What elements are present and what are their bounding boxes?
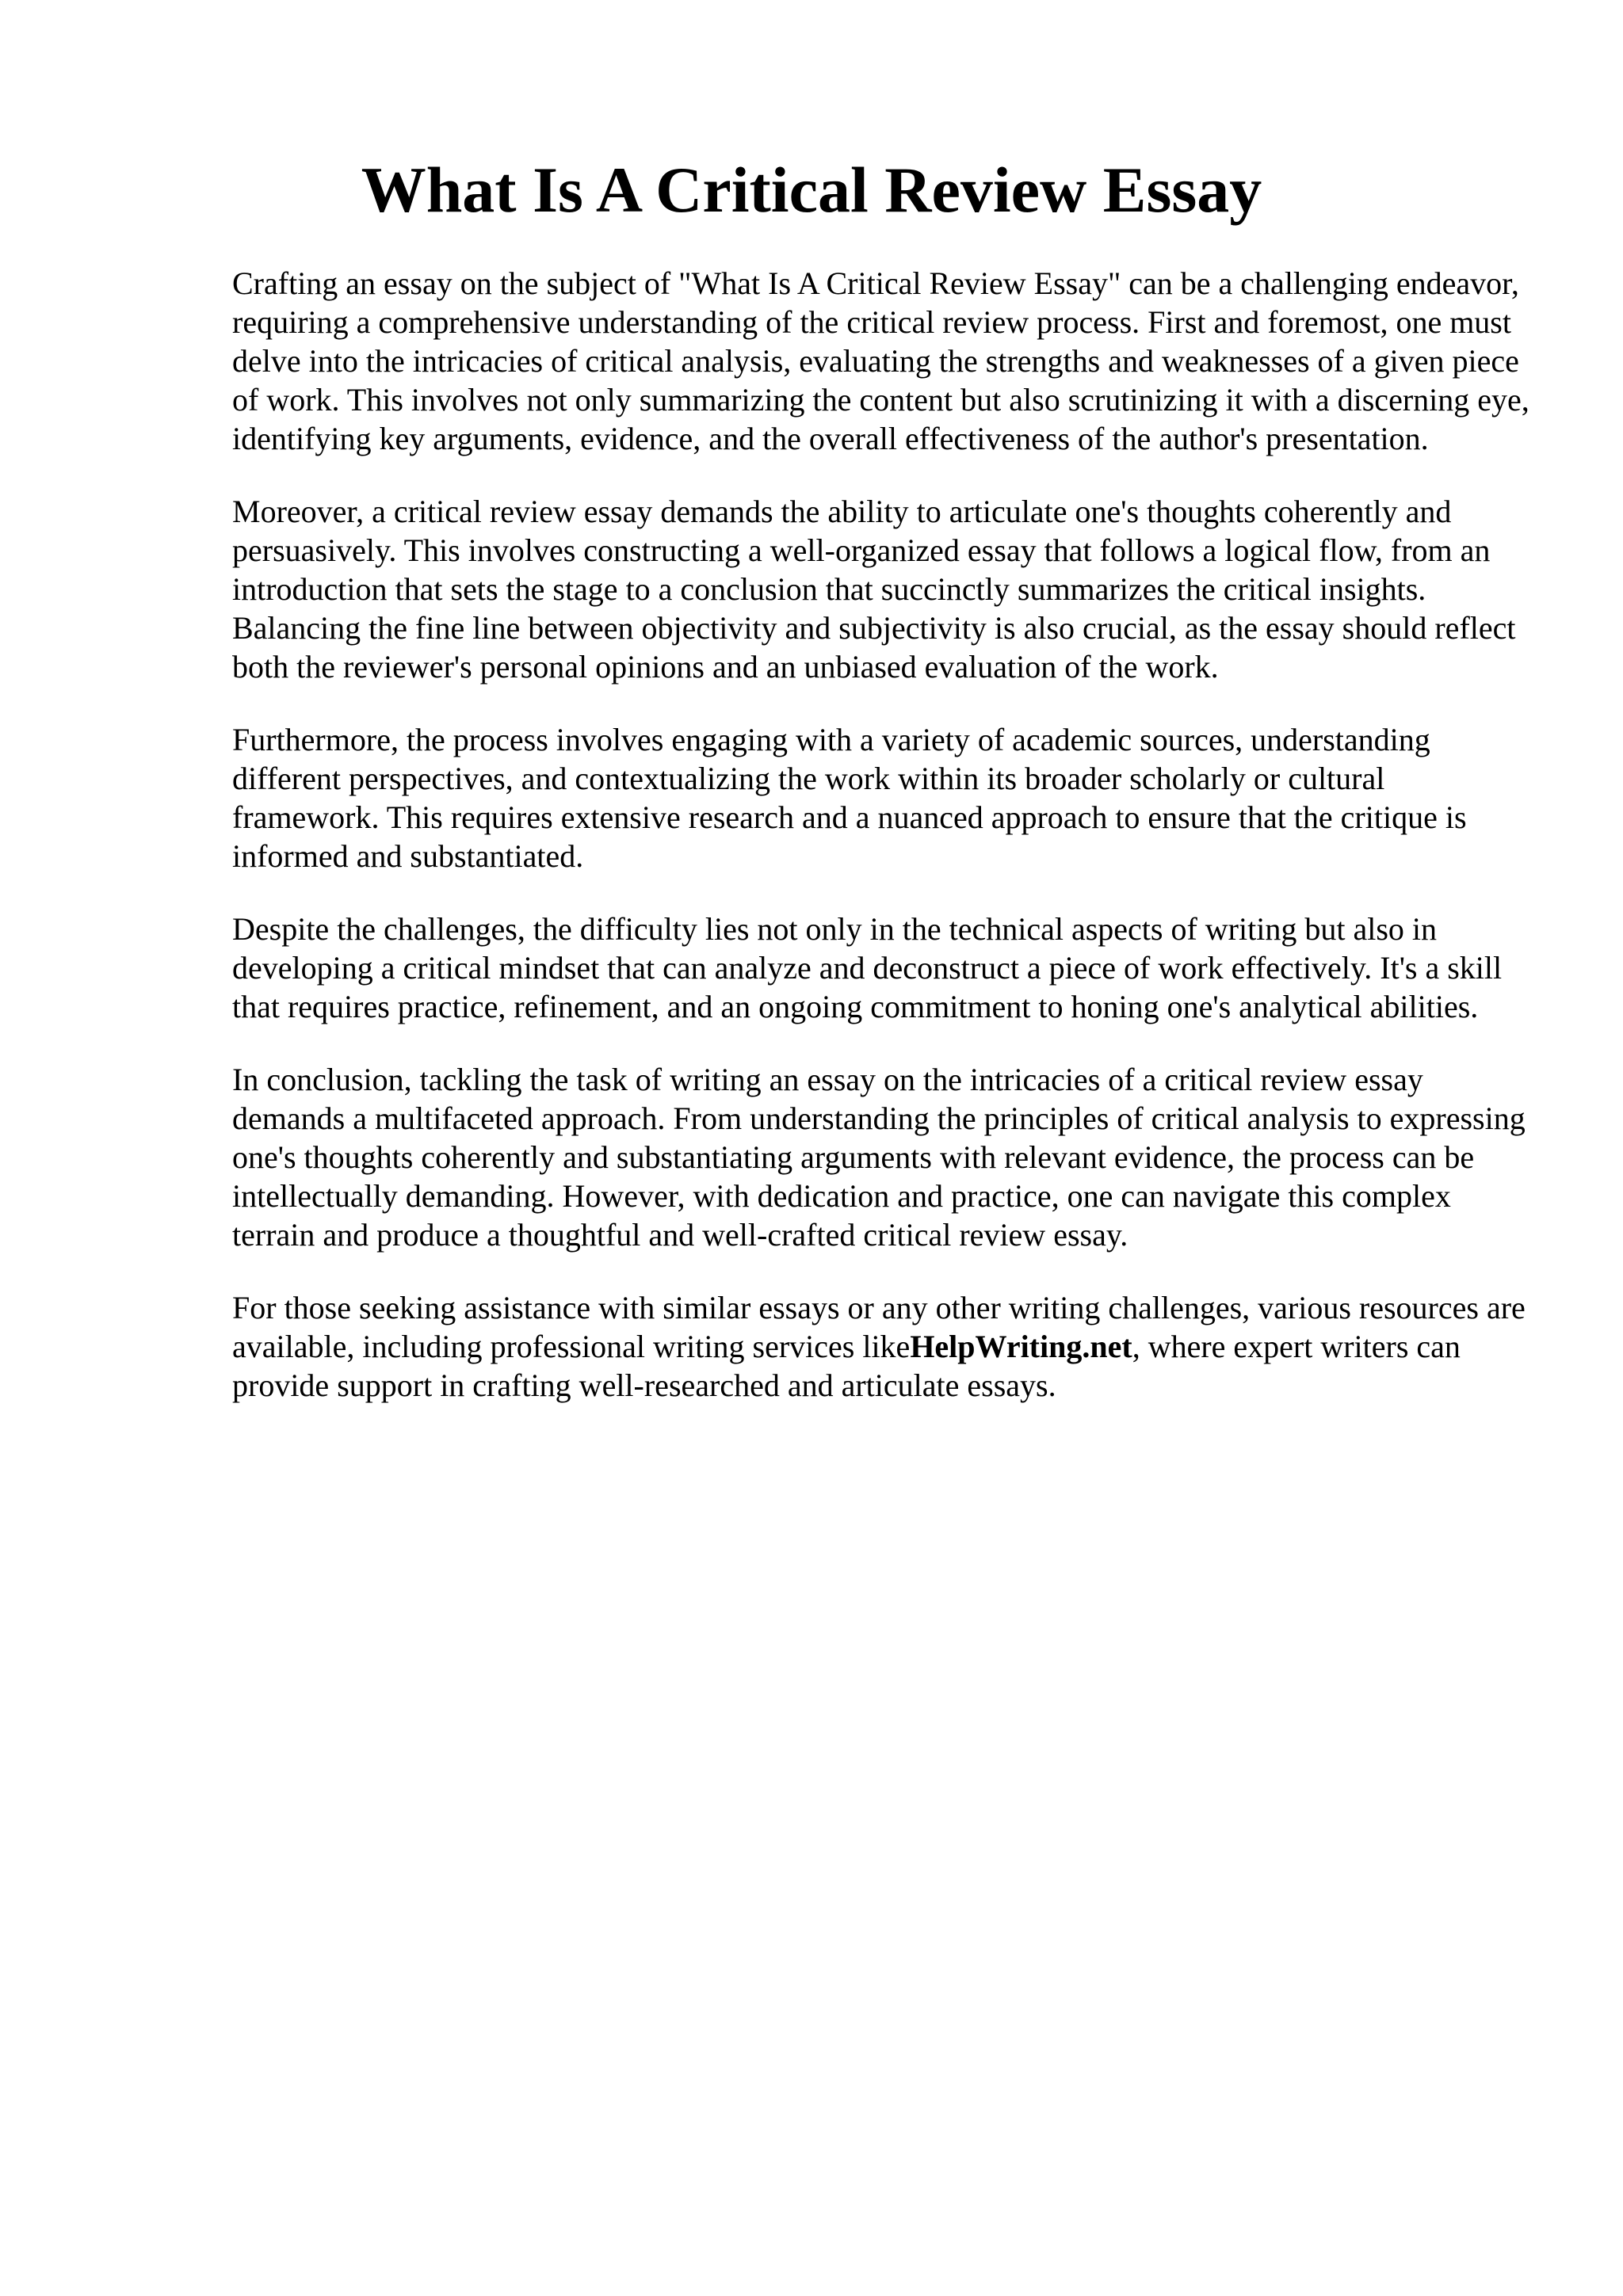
paragraph-5: In conclusion, tackling the task of writing an essay on the intricacies of a critical review essay demands a multifaceted approach. From understanding the principles of critical analysis to expressing one's thoughts coherently and substantiating arguments with relevant evidence, the process can be intellectually demanding. However, with dedication and practice, one can navigate this complex terrain and produce a thoughtful and well-crafted critical review essay. [232,1062,1526,1253]
paragraph-1: Crafting an essay on the subject of "What Is A Critical Review Essay" can be a challenging endeavor, requiring a comprehensive understanding of the critical review process. First and foremost, one must delve into the intricacies of critical analysis, evaluating the strengths and weaknesses of a given piece of work. This involves not only summarizing the content but also scrutinizing it with a discerning eye, identifying key arguments, evidence, and the overall effectiveness of the author's presentation. [232,265,1529,456]
brand-name: HelpWriting.net [910,1329,1132,1364]
document-title: What Is A Critical Review Essay [361,154,1262,226]
paragraph-3: Furthermore, the process involves engaging with a variety of academic sources, understanding different perspectives, and contextualizing the work within its broader scholarly or cultural framework. This requires extensive research and a nuanced approach to ensure that the critique is informed and substantiated. [232,722,1467,874]
document-body [232,264,1532,1439]
paragraph-4: Despite the challenges, the difficulty lies not only in the technical aspects of writing but also in developing a critical mindset that can analyze and deconstruct a piece of work effectively. It's a skill that requires practice, refinement, and an ongoing commitment to honing one's analytical abilities. [232,911,1503,1024]
paragraph-2: Moreover, a critical review essay demands the ability to articulate one's thoughts coherently and persuasively. This involves constructing a well-organized essay that follows a logical flow, from an introduction that sets the stage to a conclusion that succinctly summarizes the critical insights. Balancing the fine line between objectivity and subjectivity is also crucial, as the essay should reflect both the reviewer's personal opinions and an unbiased evaluation of the work. [232,494,1516,685]
closing-paragraph [232,1288,1532,1405]
closing-text-before: For those seeking assistance with similar essays or any other writing challenges, various resources are available, including professional writing services like [232,1290,1526,1364]
closing-text-after: , where expert writers can provide support in crafting well-researched and articulate essays. [232,1329,1461,1403]
